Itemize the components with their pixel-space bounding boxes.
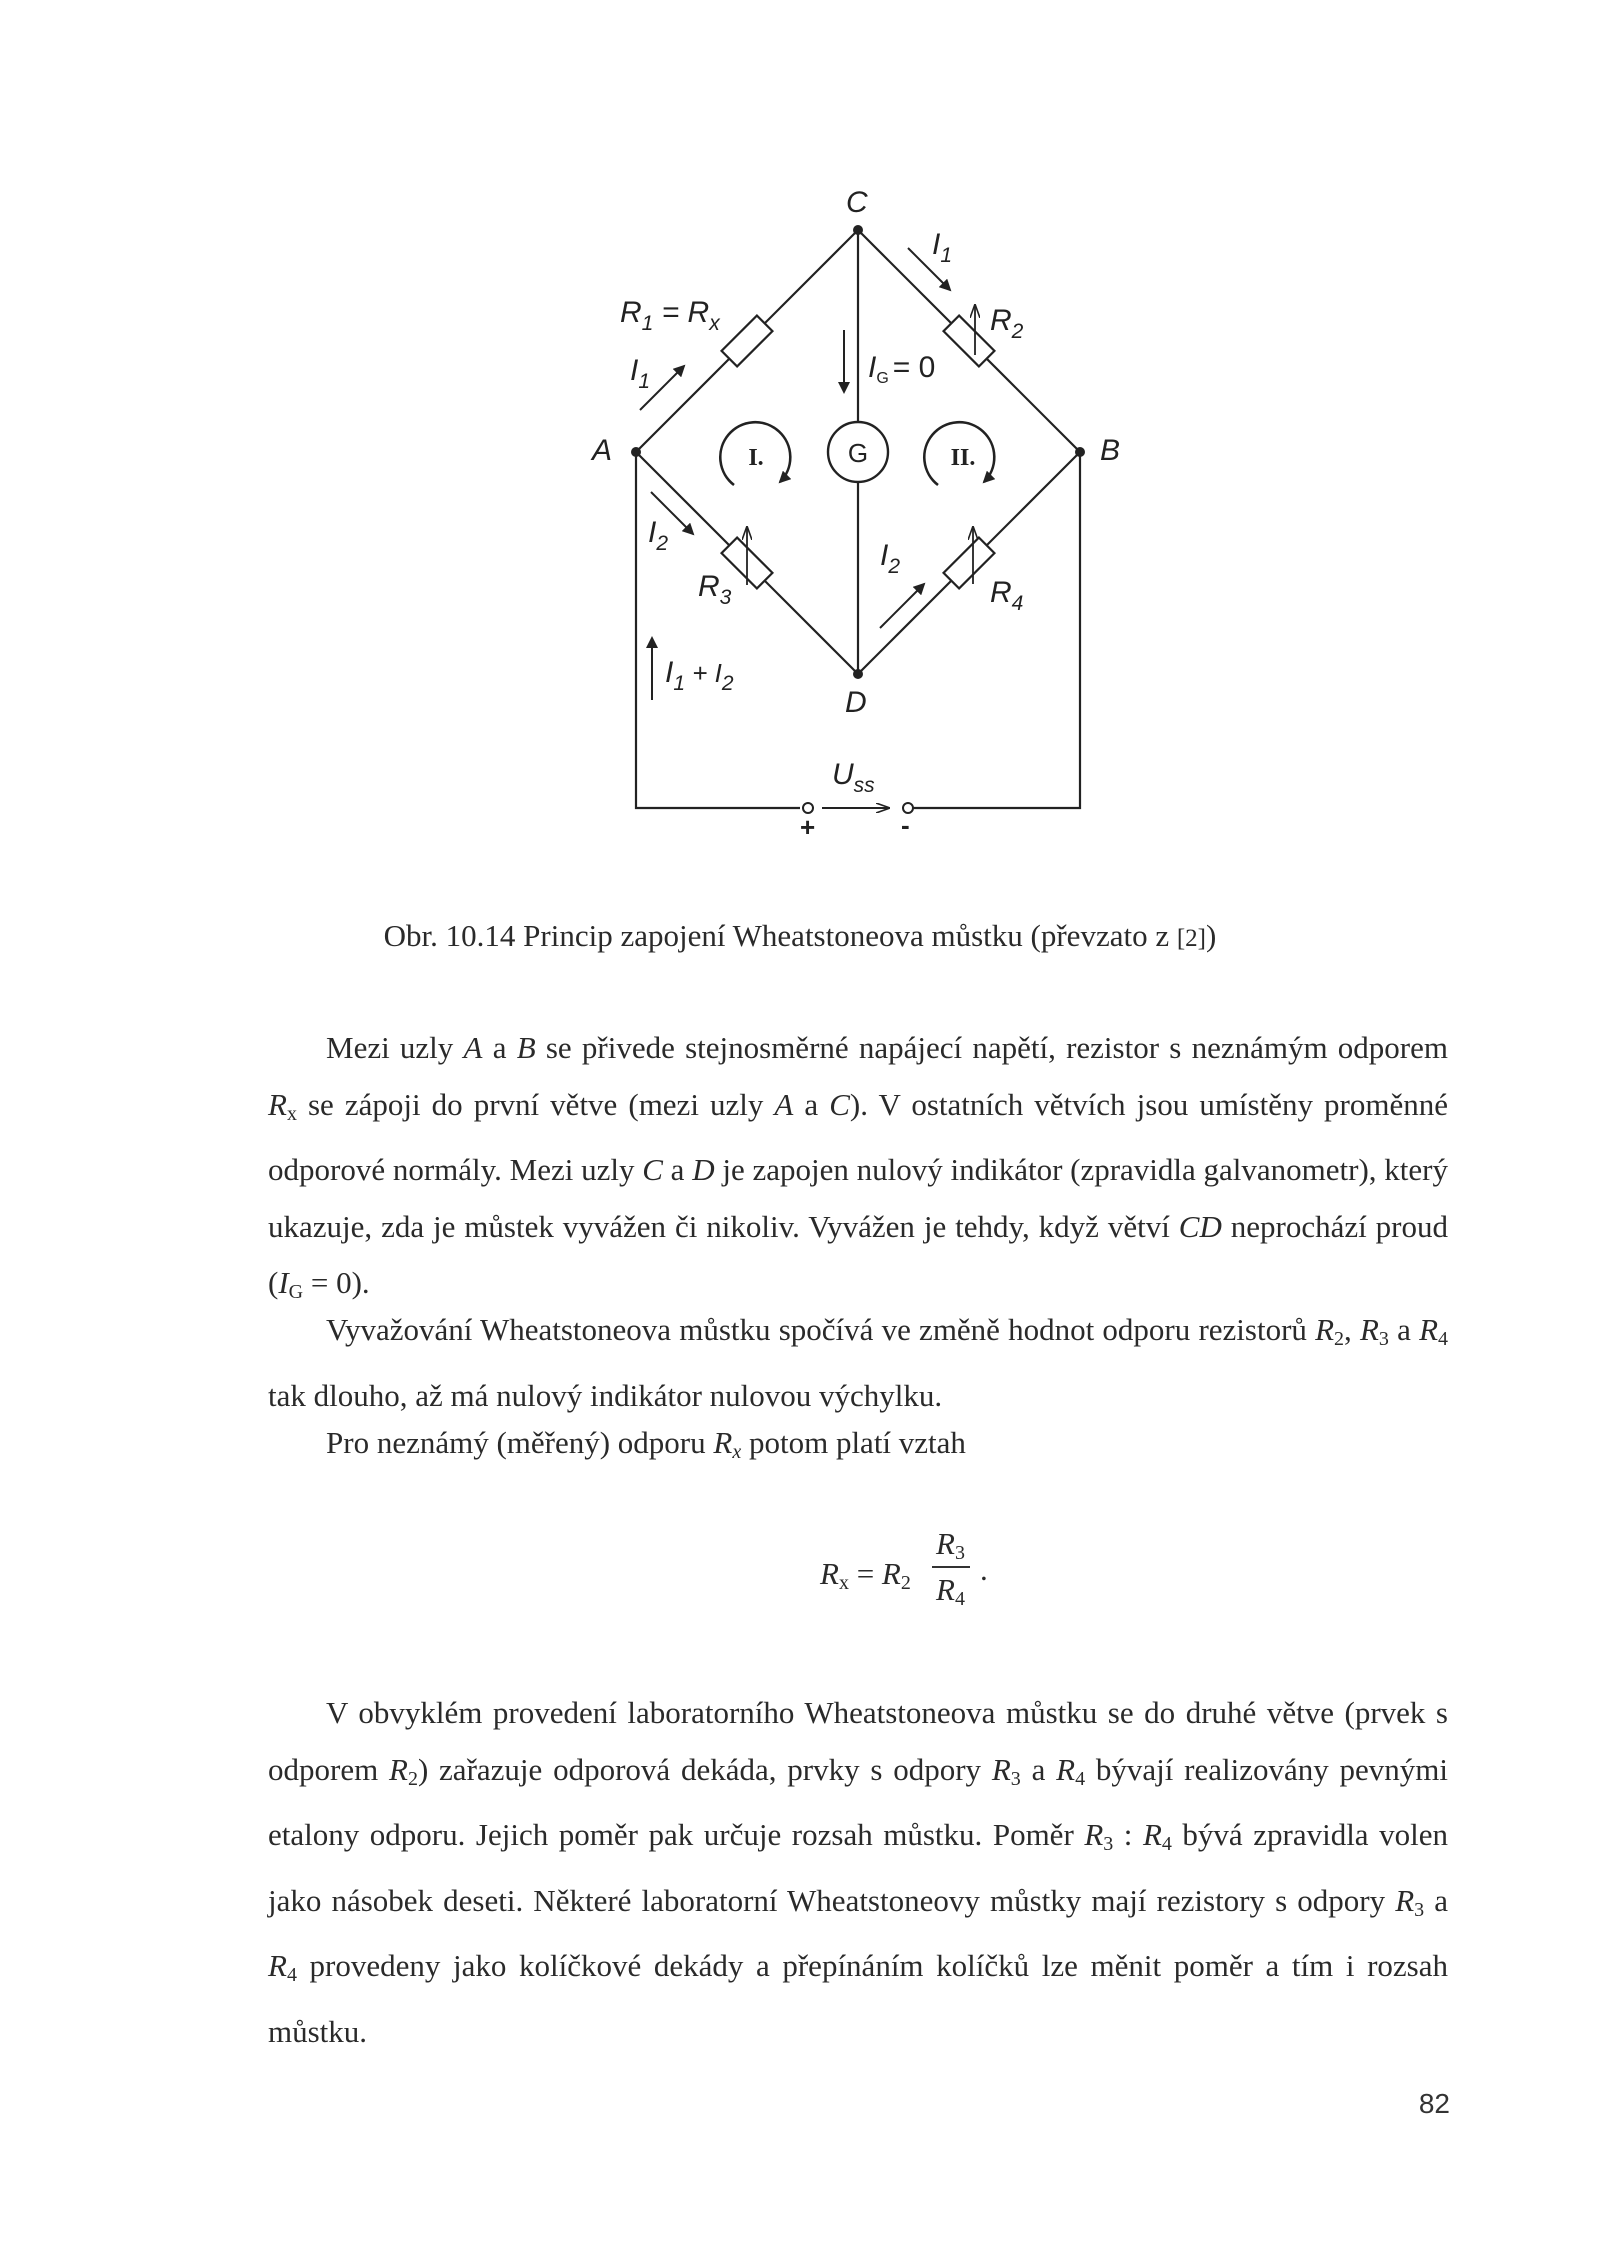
i1-top-label: $I_1$ <box>932 228 953 267</box>
loop-i-label: I. <box>748 445 764 471</box>
ig-label: $I_G = 0$ <box>868 351 936 387</box>
formula-numerator: $R_3$ <box>936 1526 965 1564</box>
paragraph-1: Mezi uzly A a B se přivede stejnosměrné napájecí napětí, rezistor s neznámým odporem $R_x$ se zápoji do první větve (mezi uzly A a C). V ostatních větvích jsou umístěny proměnné odporové normály. Mezi uzly C a D je zapojen nulový indikátor (zpravidla galvanometr), který ukazuje, zda je můstek vyvážen či nikoliv. Vyvážen je tehdy, když větví CD neprochází proud $(I_G = 0)$. <box>268 1030 1449 1303</box>
node-c-dot <box>853 225 863 235</box>
node-d-dot <box>853 669 863 679</box>
formula-lhs: $R_x = R_2$ <box>820 1556 911 1594</box>
plus-sign: + <box>800 812 816 842</box>
i2-left-label: $I_2$ <box>648 516 669 555</box>
fraction-bar <box>932 1566 970 1568</box>
wheatstone-bridge-diagram <box>0 0 1600 880</box>
paragraph-4: V obvyklém provedení laboratorního Wheatstoneova můstku se do druhé větve (prvek s odporem $R_2$) zařazuje odporová dekáda, prvky s odpory $R_3$ a $R_4$ bývají realizovány pevnými etalony odporu. Jejich poměr pak určuje rozsah můstku. Poměr $R_3$ : $R_4$ bývá zpravidla volen jako násobek deseti. Některé laboratorní Wheatstoneovy můstky mají rezistory s odpory $R_3$ a $R_4$ provedeny jako kolíčkové dekády a přepínáním kolíčků lze měnit poměr a tím i rozsah můstku. <box>268 1695 1448 2049</box>
caption-close: ) <box>1206 918 1217 953</box>
i1-left-label: $I_1$ <box>630 354 651 393</box>
galvanometer-label: G <box>847 438 869 468</box>
r1-rx-label: $R_1 = R_x$ <box>620 296 720 335</box>
i-sum-label: $I_1 + I_2$ <box>665 656 734 695</box>
resistor-r2 <box>944 316 995 367</box>
caption-text: Obr. 10.14 Princip zapojení Wheatstoneova můstku (převzato z <box>383 918 1177 953</box>
node-a-label: A <box>592 434 613 467</box>
page-number: 82 <box>1418 2088 1450 2119</box>
supply-wire-right <box>910 452 1080 808</box>
paragraph-3: Pro neznámý (měřený) odporu $R_x$ potom platí vztah <box>326 1425 966 1463</box>
node-a-dot <box>631 447 641 457</box>
caption-reference: [2] <box>1176 925 1206 952</box>
i2-right-label: $I_2$ <box>880 539 901 578</box>
node-d-label: D <box>845 686 867 719</box>
formula-period: . <box>980 1552 988 1587</box>
r3-label: $R_3$ <box>698 570 732 609</box>
r4-label: $R_4$ <box>990 576 1024 615</box>
minus-sign: - <box>901 810 910 840</box>
paragraph-2: Vyvažování Wheatstoneova můstku spočívá ve změně hodnot odporu rezistorů $R_2$, $R_3$ a $R_4$ tak dlouho, až má nulový indikátor nulovou výchylku. <box>268 1312 1448 1413</box>
resistor-r1 <box>722 316 773 367</box>
supply-wire-left <box>636 452 800 808</box>
node-c-label: C <box>846 186 868 219</box>
i2-left-arrow-icon <box>651 492 693 534</box>
loop-ii-label: II. <box>950 445 976 471</box>
figure-caption <box>0 918 1600 954</box>
i2-right-arrow-icon <box>880 584 924 628</box>
uss-label: $U_{ss}$ <box>832 758 875 797</box>
resistor-r4 <box>944 538 995 589</box>
node-b-label: B <box>1100 434 1121 467</box>
r2-label: $R_2$ <box>990 304 1024 343</box>
node-b-dot <box>1075 447 1085 457</box>
formula-denominator: $R_4$ <box>936 1572 965 1610</box>
